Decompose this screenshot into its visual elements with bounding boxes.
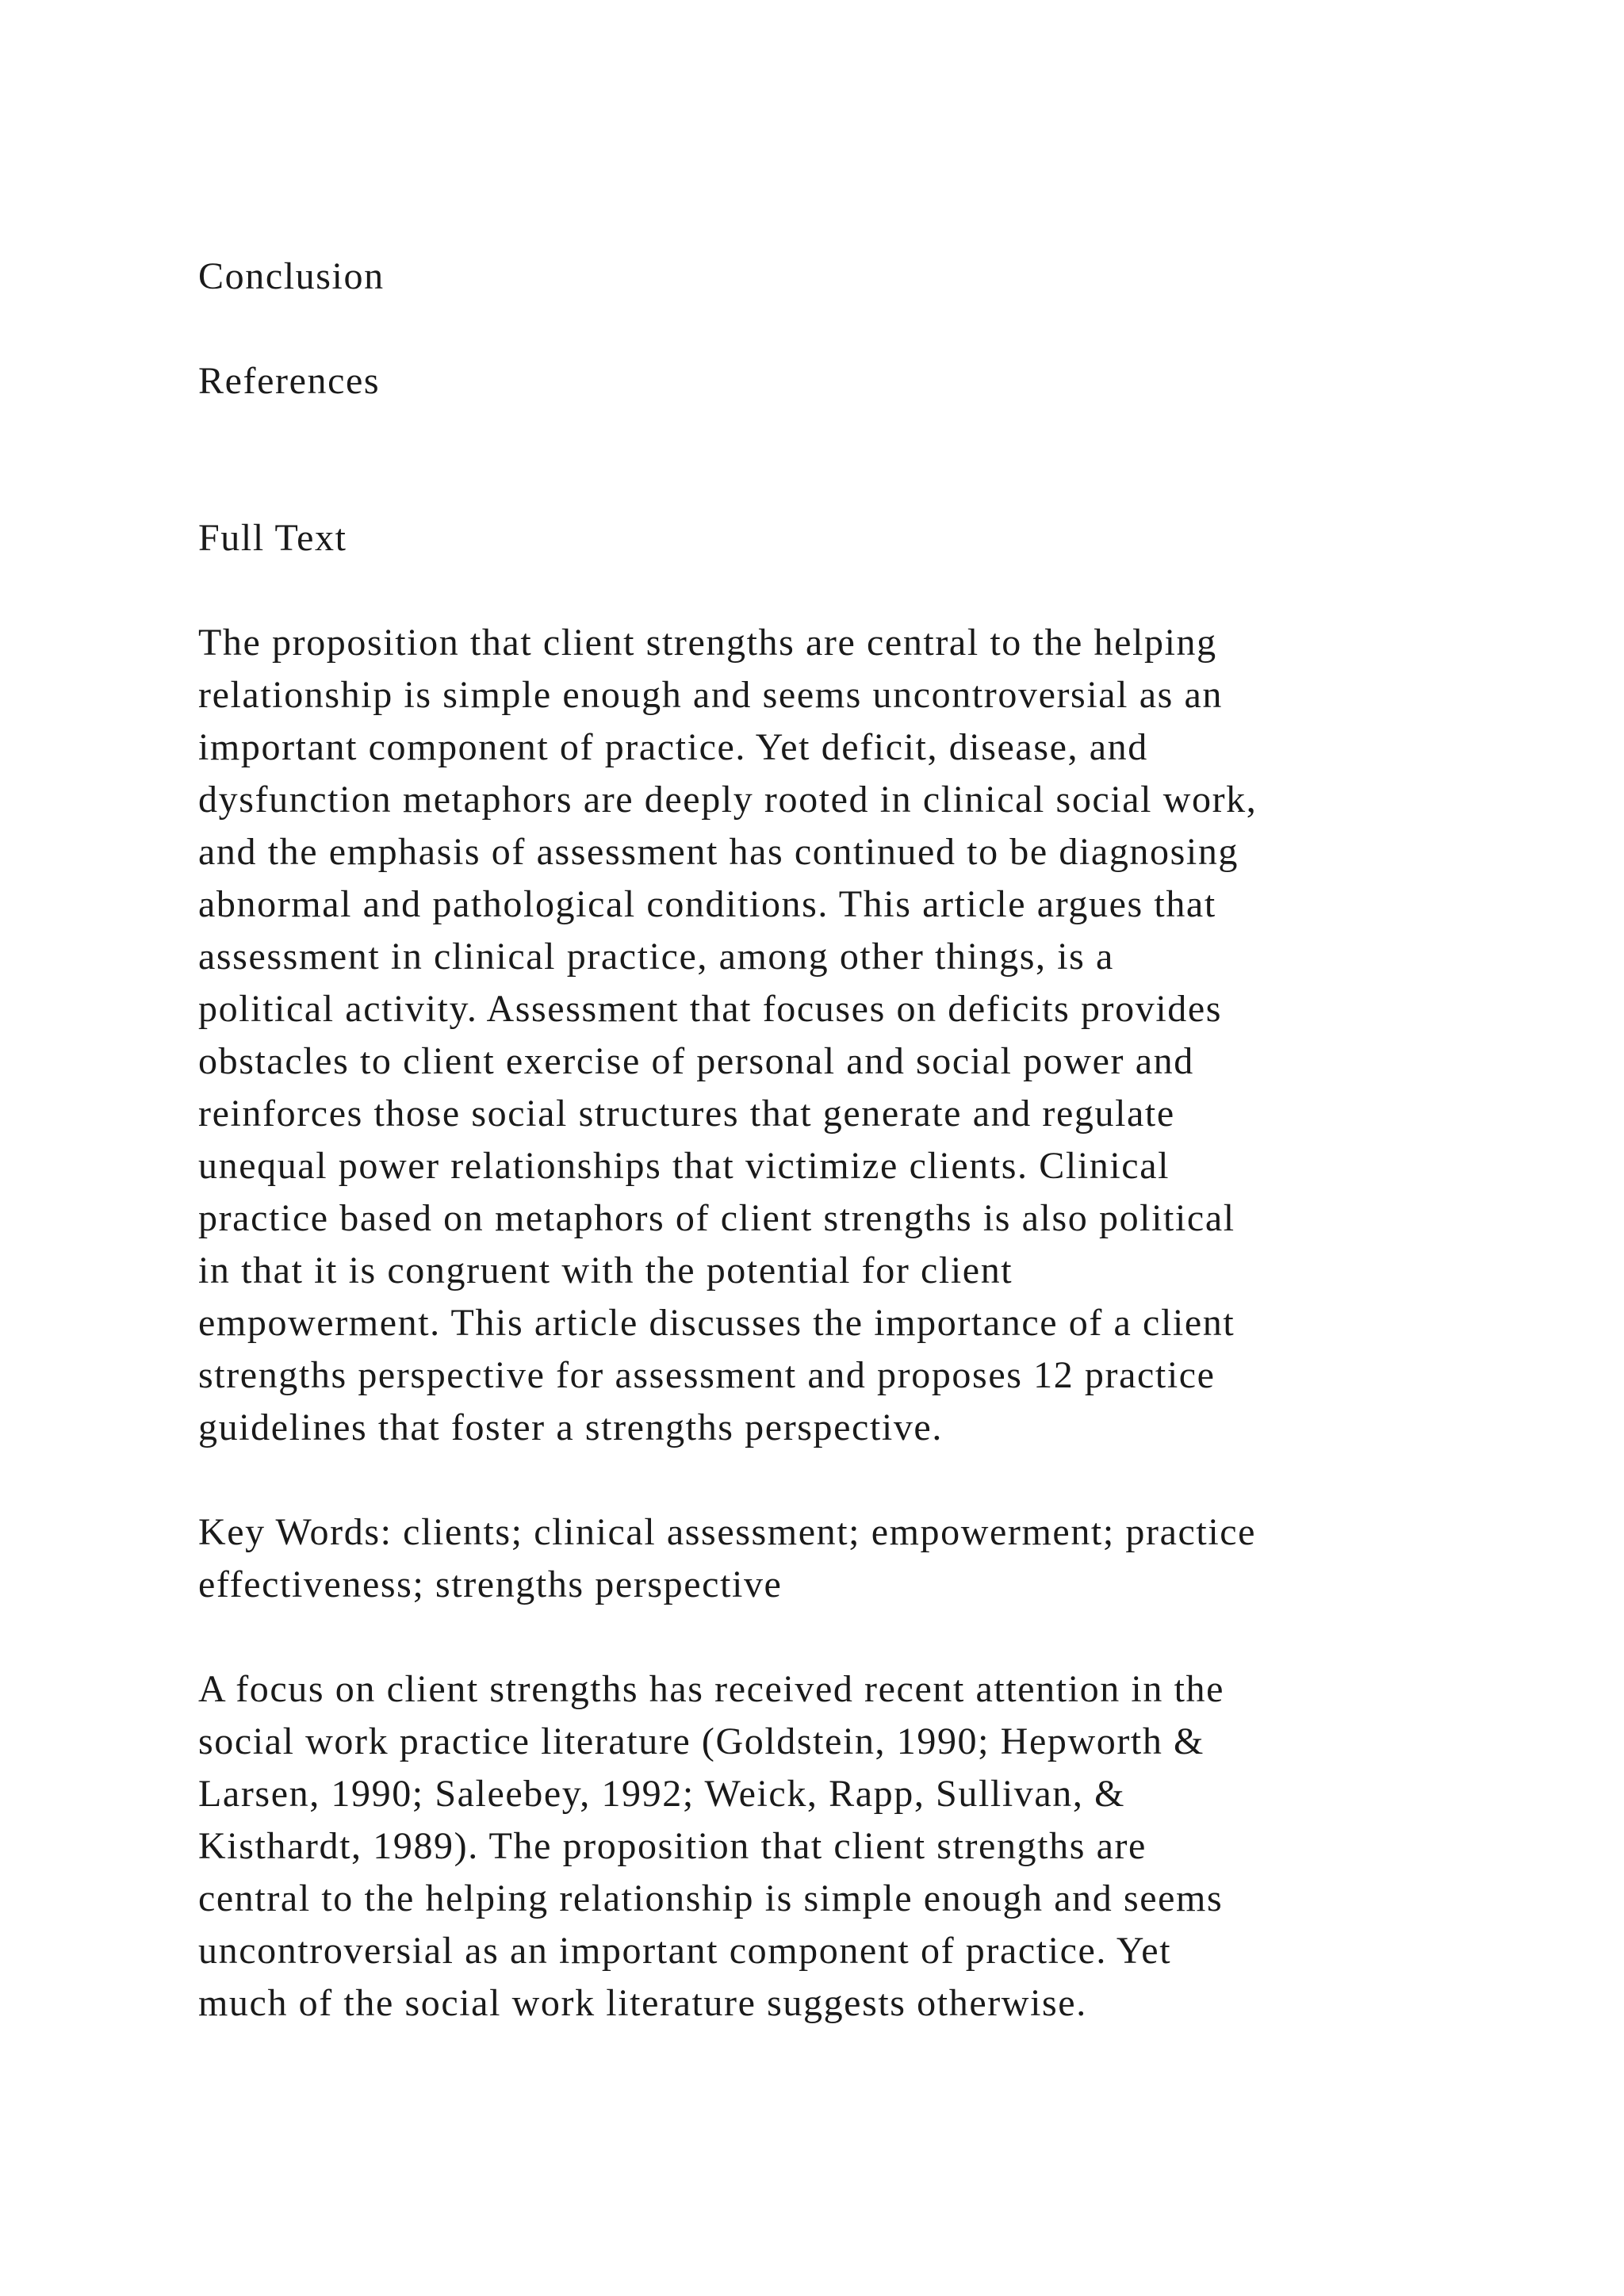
body-line: Larsen, 1990; Saleebey, 1992; Weick, Rapp, Sullivan, & xyxy=(198,1773,1126,1815)
abstract-line: reinforces those social structures that generate and regulate xyxy=(198,1093,1175,1135)
heading-references: References xyxy=(198,360,381,402)
keywords-line: Key Words: clients; clinical assessment; empowerment; practice xyxy=(198,1511,1257,1553)
abstract-line: The proposition that client strengths are central to the helping xyxy=(198,622,1217,664)
abstract-line: and the emphasis of assessment has continued to be diagnosing xyxy=(198,831,1239,873)
body-line: central to the helping relationship is simple enough and seems xyxy=(198,1877,1224,1919)
body-paragraph xyxy=(198,1663,1467,2030)
body-line: much of the social work literature suggests otherwise. xyxy=(198,1982,1087,2024)
abstract-paragraph xyxy=(198,617,1467,1454)
body-line: social work practice literature (Goldstein, 1990; Hepworth & xyxy=(198,1720,1205,1762)
heading-full-text: Full Text xyxy=(198,517,347,559)
abstract-line: important component of practice. Yet deficit, disease, and xyxy=(198,726,1148,768)
body-line: A focus on client strengths has received recent attention in the xyxy=(198,1668,1225,1710)
abstract-line: guidelines that foster a strengths perspective. xyxy=(198,1406,943,1448)
abstract-line: dysfunction metaphors are deeply rooted in clinical social work, xyxy=(198,779,1258,821)
keywords-paragraph xyxy=(198,1506,1467,1611)
abstract-line: assessment in clinical practice, among other things, is a xyxy=(198,936,1114,978)
abstract-line: abnormal and pathological conditions. This article argues that xyxy=(198,883,1216,925)
abstract-line: political activity. Assessment that focuses on deficits provides xyxy=(198,988,1223,1030)
abstract-line: in that it is congruent with the potential for client xyxy=(198,1249,1013,1292)
body-line: Kisthardt, 1989). The proposition that client strengths are xyxy=(198,1825,1147,1867)
abstract-line: practice based on metaphors of client strengths is also political xyxy=(198,1197,1235,1239)
body-line: uncontroversial as an important component of practice. Yet xyxy=(198,1930,1172,1972)
abstract-line: relationship is simple enough and seems uncontroversial as an xyxy=(198,674,1223,716)
document-content xyxy=(198,251,1467,2082)
abstract-line: empowerment. This article discusses the importance of a client xyxy=(198,1302,1235,1344)
keywords-line: effectiveness; strengths perspective xyxy=(198,1563,783,1605)
abstract-line: strengths perspective for assessment and proposes 12 practice xyxy=(198,1354,1216,1396)
abstract-line: obstacles to client exercise of personal and social power and xyxy=(198,1040,1194,1082)
abstract-line: unequal power relationships that victimize clients. Clinical xyxy=(198,1145,1170,1187)
heading-conclusion: Conclusion xyxy=(198,255,385,297)
